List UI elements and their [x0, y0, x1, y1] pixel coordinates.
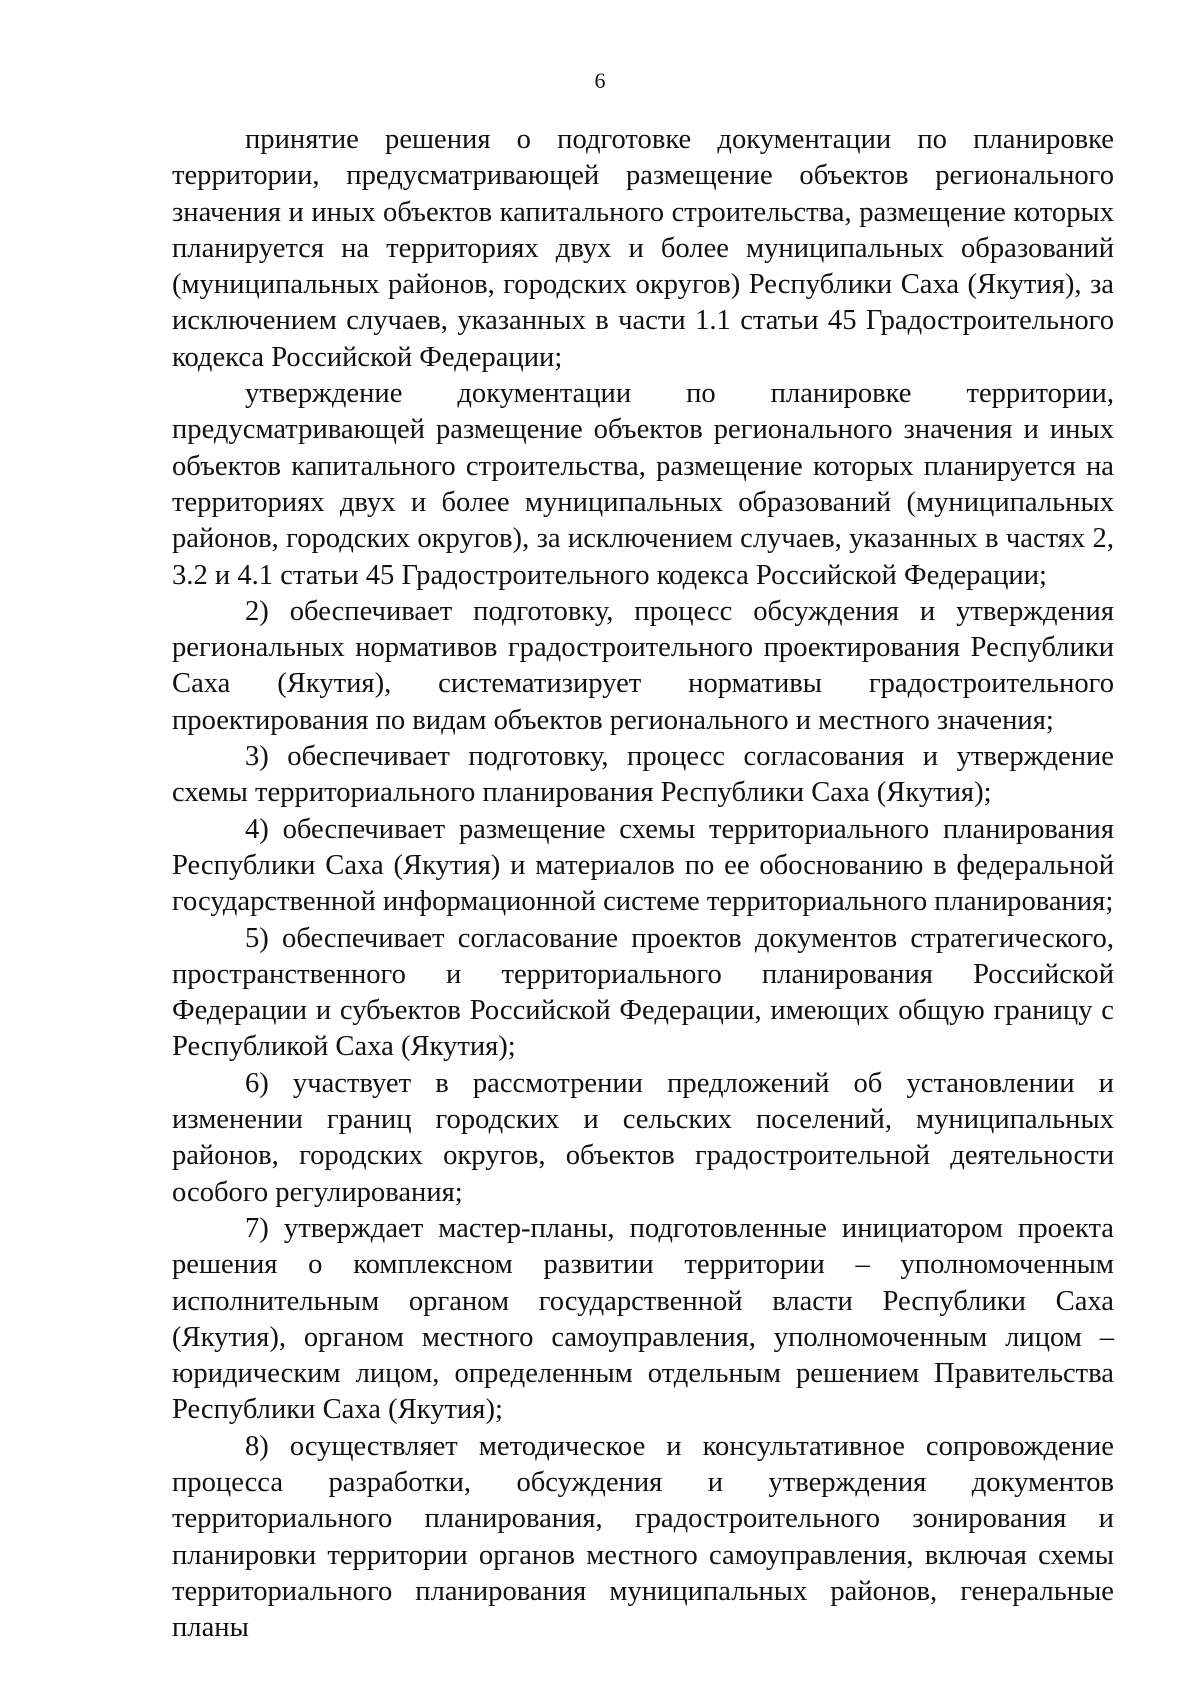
paragraph-item-3: 3) обеспечивает подготовку, процесс согласования и утверждение схемы территориального планирования Республики Саха (Якутия); — [172, 741, 1114, 809]
paragraph-item-8: 8) осуществляет методическое и консультативное сопровождение процесса разработки, обсуждения и утверждения документов территориального планирования, градостроительного зонирования и планировки территории органов местного самоуправления, включая схемы территориального планирования муниципальных районов, генеральные планы — [172, 1430, 1114, 1644]
paragraph-item-7: 7) утверждает мастер-планы, подготовленные инициатором проекта решения о комплексном развитии территории – уполномоченным исполнительным органом государственной власти Республики Саха (Якутия), органом местного самоуправления, уполномоченным лицом – юридическим лицом, определенным отдельным решением Правительства Республики Саха (Якутия); — [172, 1212, 1114, 1426]
paragraph-item-4: 4) обеспечивает размещение схемы территориального планирования Республики Саха (Якутия) и материалов по ее обоснованию в федеральной государственной информационной системе территориального планирования; — [172, 813, 1114, 918]
paragraph-item-6: 6) участвует в рассмотрении предложений об установлении и изменении границ городских и сельских поселений, муниципальных районов, городских округов, объектов градостроительной деятельности особого регулирования; — [172, 1067, 1114, 1208]
document-body — [172, 122, 1114, 1646]
page-number: 6 — [594, 68, 606, 93]
paragraph-item-5: 5) обеспечивает согласование проектов документов стратегического, пространственного и территориального планирования Российской Федерации и субъектов Российской Федерации, имеющих общую границу с Республикой Саха (Якутия); — [172, 922, 1114, 1063]
paragraph-item-2: 2) обеспечивает подготовку, процесс обсуждения и утверждения региональных нормативов градостроительного проектирования Республики Саха (Якутия), систематизирует нормативы градостроительного проектирования по видам объектов регионального и местного значения; — [172, 595, 1114, 736]
paragraph-2: утверждение документации по планировке территории, предусматривающей размещение объектов регионального значения и иных объектов капитального строительства, размещение которых планируется на территориях двух и более муниципальных образований (муниципальных районов, городских округов), за исключением случаев, указанных в частях 2, 3.2 и 4.1 статьи 45 Градостроительного кодекса Российской Федерации; — [172, 378, 1114, 591]
paragraph-1: принятие решения о подготовке документации по планировке территории, предусматривающей размещение объектов регионального значения и иных объектов капитального строительства, размещение которых планируется на территориях двух и более муниципальных образований (муниципальных районов, городских округов) Республики Саха (Якутия), за исключением случаев, указанных в части 1.1 статьи 45 Градостроительного кодекса Российской Федерации; — [172, 124, 1114, 373]
